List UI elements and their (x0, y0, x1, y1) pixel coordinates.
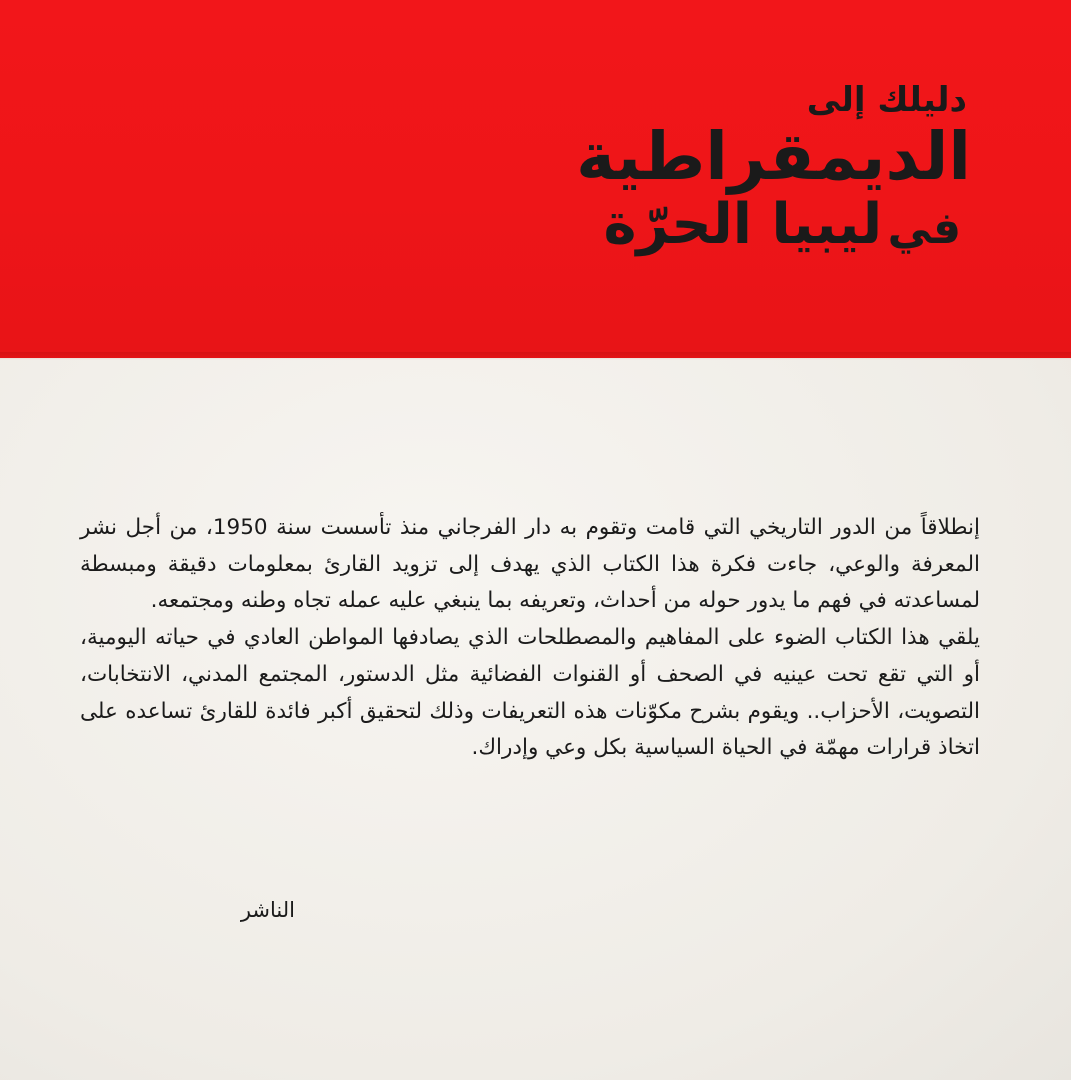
band-edge-shadow (0, 352, 1071, 360)
book-title-block (371, 78, 971, 271)
publisher-signature: الناشر (240, 898, 295, 922)
back-cover-blurb (80, 510, 980, 767)
title-preposition: في (887, 203, 961, 254)
blurb-paragraph-1: إنطلاقاً من الدور التاريخي التي قامت وتقوم به دار الفرجاني منذ تأسست سنة 1950، من أجل نشر المعرفة والوعي، جاءت فكرة هذا الكتاب الذي يهدف إلى تزويد القارئ بمعلومات دقيقة ومبسطة لمساعدته في فهم ما يدور حوله من أحداث، وتعريفه بما ينبغي عليه عمله تجاه وطنه ومجتمعه. (80, 515, 980, 614)
title-prefix: دليلك إلى (806, 80, 967, 120)
book-title: الديمقراطية (576, 118, 971, 195)
title-subtitle (371, 192, 971, 271)
title-country: ليبيا الحرّة (603, 192, 883, 257)
blurb-paragraph-2: يلقي هذا الكتاب الضوء على المفاهيم والمصطلحات الذي يصادفها المواطن العادي في حياته اليومية، أو التي تقع تحت عينيه في الصحف أو القنوات الفضائية مثل الدستور، المجتمع المدني، الانتخابات، التصويت، الأحزاب.. ويقوم بشرح مكوّنات هذه التعريفات وذلك لتحقيق أكبر فائدة للقارئ تساعده على اتخاذ قرارات مهمّة في الحياة السياسية بكل وعي وإدراك. (80, 625, 980, 761)
